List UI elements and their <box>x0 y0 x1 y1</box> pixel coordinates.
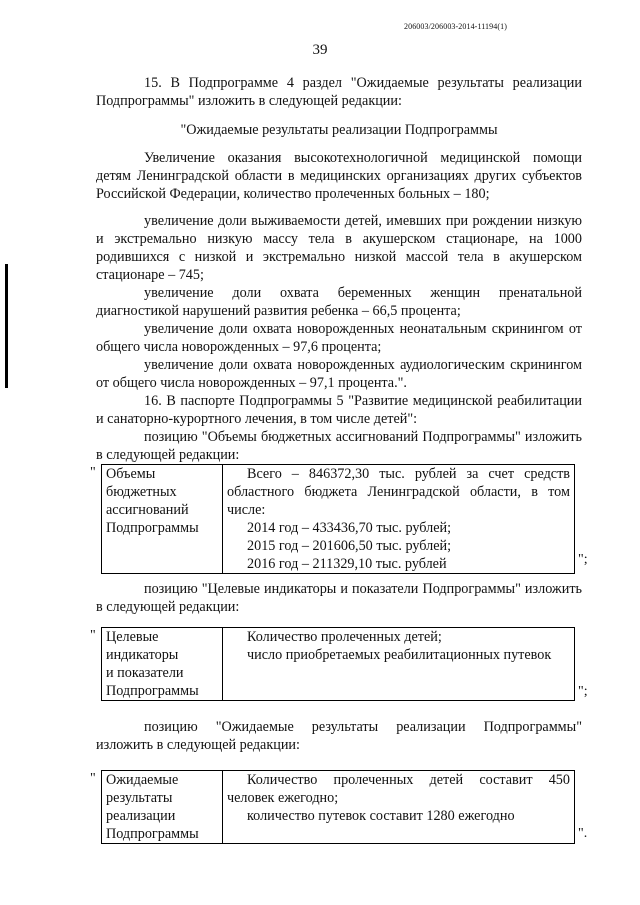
result-item-5: увеличение доли охвата новорожденных аудиологическим скринингом от общего числа новорожденных – 97,1 процента.". <box>96 357 582 391</box>
position-budget-intro: позицию "Объемы бюджетных ассигнований Подпрограммы" изложить в следующей редакции: <box>96 429 582 463</box>
table-label-cell <box>102 628 223 701</box>
table-label-line: бюджетных <box>106 484 177 500</box>
document-id: 206003/206003-2014-11194(1) <box>404 22 507 31</box>
indicator-line-2: число приобретаемых реабилитационных путевок <box>247 647 552 663</box>
table-label-line: и показатели <box>106 665 184 681</box>
paragraph-15: 15. В Подпрограмме 4 раздел "Ожидаемые результаты реализации Подпрограммы" изложить в следующей редакции: <box>96 75 582 109</box>
result-item-3: увеличение доли охвата беременных женщин пренатальной диагностикой нарушений развития ребенка – 66,5 процента; <box>96 285 582 319</box>
results-table <box>101 770 575 844</box>
budget-total: Всего – 846372,30 тыс. рублей за счет средств областного бюджета Ленинградской области, в том числе: <box>227 466 570 518</box>
budget-2015: 2015 год – 201606,50 тыс. рублей; <box>247 538 452 554</box>
table-label-cell <box>102 771 223 844</box>
budget-2014: 2014 год – 433436,70 тыс. рублей; <box>247 520 452 536</box>
budget-2016: 2016 год – 211329,10 тыс. рублей <box>247 556 447 572</box>
close-quote-mark: "; <box>578 552 588 567</box>
open-quote-mark: " <box>90 465 96 480</box>
quote-title: "Ожидаемые результаты реализации Подпрограммы <box>180 122 498 138</box>
indicators-table <box>101 627 575 701</box>
table-label-line: Объемы <box>106 466 156 482</box>
table-row <box>102 465 575 574</box>
table-content-cell <box>223 771 575 844</box>
position-results-intro: позицию "Ожидаемые результаты реализации Подпрограммы" изложить в следующей редакции: <box>96 719 582 753</box>
table-row <box>102 771 575 844</box>
table-label-line: Подпрограммы <box>106 520 199 536</box>
table-label-line: Целевые <box>106 629 159 645</box>
table-label-line: Ожидаемые <box>106 772 179 788</box>
table-label-line: Подпрограммы <box>106 683 199 699</box>
result-item-2: увеличение доли выживаемости детей, имевших при рождении низкую и экстремально низкую массу тела в акушерском стационаре, на 1000 родившихся с низкой и экстремально низкой массой тела в акушерском стационаре – 745; <box>96 213 582 283</box>
table-label-line: реализации <box>106 808 176 824</box>
close-quote-mark: "; <box>578 684 588 699</box>
table-row <box>102 628 575 701</box>
table-label-line: Подпрограммы <box>106 826 199 842</box>
table-content-cell <box>223 465 575 574</box>
table-content-cell <box>223 628 575 701</box>
binding-mark <box>5 264 8 388</box>
position-indicators-intro: позицию "Целевые индикаторы и показатели Подпрограммы" изложить в следующей редакции: <box>96 581 582 615</box>
table-label-line: ассигнований <box>106 502 189 518</box>
table-label-line: индикаторы <box>106 647 179 663</box>
result-item-1: Увеличение оказания высокотехнологичной медицинской помощи детям Ленинградской области в медицинских организациях других субъектов Российской Федерации, количество пролеченных больных – 180; <box>96 150 582 202</box>
table-label-line: результаты <box>106 790 173 806</box>
expected-result-1: Количество пролеченных детей составит 450 человек ежегодно; <box>227 772 570 806</box>
page-number: 39 <box>312 42 328 58</box>
table-label-cell <box>102 465 223 574</box>
budget-table <box>101 464 575 574</box>
result-item-4: увеличение доли охвата новорожденных неонатальным скринингом от общего числа новорожденных – 97,6 процента; <box>96 321 582 355</box>
open-quote-mark: " <box>90 628 96 643</box>
paragraph-16: 16. В паспорте Подпрограммы 5 "Развитие медицинской реабилитации и санаторно-курортного лечения, в том числе детей": <box>96 393 582 427</box>
indicator-line-1: Количество пролеченных детей; <box>247 629 442 645</box>
expected-result-2: количество путевок составит 1280 ежегодно <box>247 808 515 824</box>
close-quote-mark: ". <box>578 826 588 841</box>
open-quote-mark: " <box>90 771 96 786</box>
